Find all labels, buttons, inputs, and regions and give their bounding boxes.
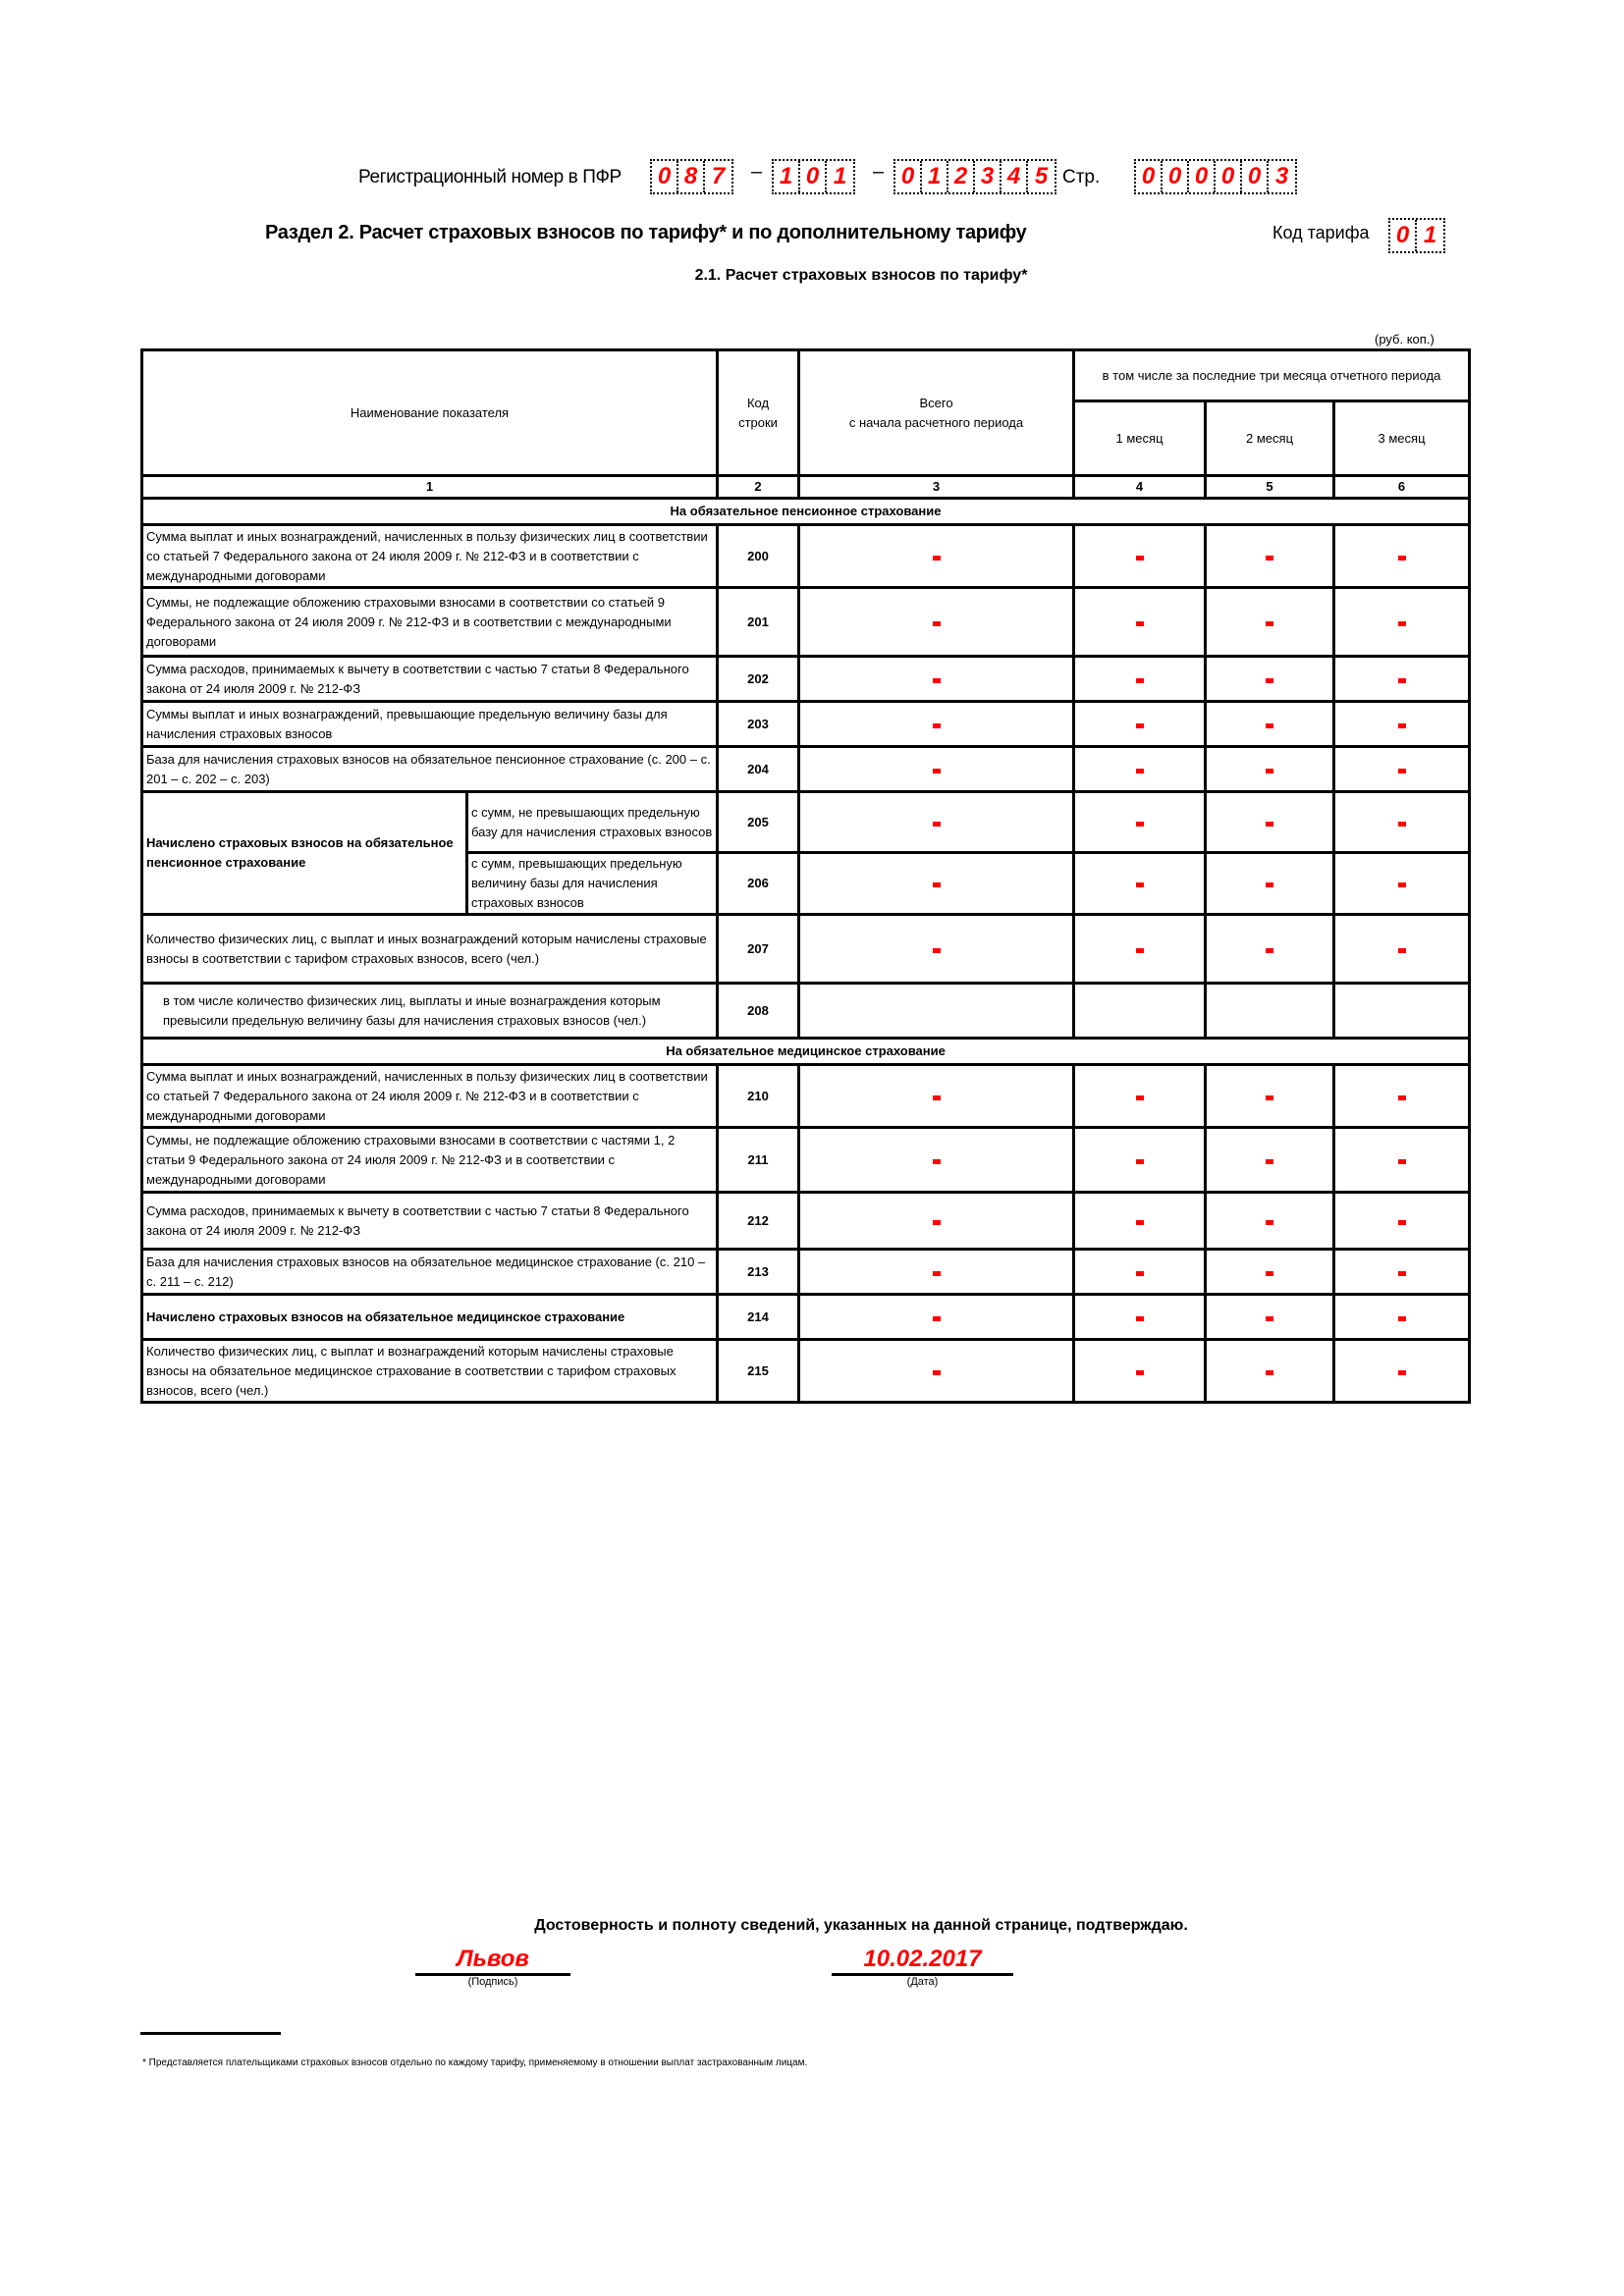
row-name: База для начисления страховых взносов на обязательное медицинское страхование (с. 210 – с. 211 – с. 212) <box>142 1250 718 1295</box>
header-month-3: 3 месяц <box>1334 401 1470 476</box>
row-code: 214 <box>718 1295 799 1340</box>
row-code: 206 <box>718 853 799 915</box>
row-name: Суммы выплат и иных вознаграждений, превышающие предельную величину базы для начисления страховых взносов <box>142 702 718 747</box>
value-cell[interactable] <box>799 853 1074 915</box>
row-code: 202 <box>718 657 799 702</box>
registration-number-label: Регистрационный номер в ПФР <box>358 167 622 187</box>
value-cell[interactable] <box>799 915 1074 984</box>
value-cell[interactable] <box>799 1250 1074 1295</box>
reg-digit: 0 <box>800 161 827 192</box>
value-cell[interactable] <box>1074 702 1206 747</box>
row-name: Сумма выплат и иных вознаграждений, начисленных в пользу физических лиц в соответствии со статьей 7 Федерального закона от 24 июля 2009 г. № 212-ФЗ и в соответствии с международными договорами <box>142 525 718 588</box>
row-code: 215 <box>718 1340 799 1403</box>
empty-value-dash <box>1266 1271 1273 1276</box>
empty-value-dash <box>933 1220 941 1225</box>
value-cell[interactable] <box>1206 1065 1334 1128</box>
page-digit: 0 <box>1189 161 1216 192</box>
reg-digit: 3 <box>975 161 1001 192</box>
row-code: 208 <box>718 984 799 1039</box>
value-cell[interactable] <box>1334 915 1470 984</box>
section-title: Раздел 2. Расчет страховых взносов по тарифу* и по дополнительному тарифу <box>265 222 1027 243</box>
empty-value-dash <box>1398 1316 1406 1321</box>
signature-value: Львов <box>457 1946 529 1972</box>
value-cell[interactable] <box>1334 1065 1470 1128</box>
column-number: 5 <box>1206 476 1334 499</box>
value-cell[interactable] <box>1334 588 1470 657</box>
value-cell[interactable] <box>799 1065 1074 1128</box>
row-name: с сумм, превышающих предельную величину базы для начисления страховых взносов <box>467 853 718 915</box>
tariff-digit: 0 <box>1390 220 1417 251</box>
row-code: 200 <box>718 525 799 588</box>
value-cell[interactable] <box>1074 1295 1206 1340</box>
empty-value-dash <box>1398 621 1406 626</box>
signature-field[interactable] <box>415 1946 570 1988</box>
value-cell[interactable] <box>1334 1250 1470 1295</box>
value-cell[interactable] <box>1206 1128 1334 1193</box>
table-row <box>142 747 1470 792</box>
empty-value-dash <box>1136 1095 1144 1100</box>
empty-value-dash <box>1136 769 1144 774</box>
empty-value-dash <box>933 556 941 561</box>
value-cell[interactable] <box>1074 1340 1206 1403</box>
empty-value-dash <box>1398 882 1406 887</box>
header-indicator-name: Наименование показателя <box>142 350 718 476</box>
empty-value-dash <box>1398 1370 1406 1375</box>
value-cell[interactable] <box>1206 747 1334 792</box>
reg-digit: 1 <box>922 161 948 192</box>
reg-separator: – <box>873 161 885 183</box>
value-cell[interactable] <box>799 747 1074 792</box>
value-cell[interactable] <box>1074 657 1206 702</box>
empty-value-dash <box>1266 769 1273 774</box>
value-cell[interactable] <box>1074 1065 1206 1128</box>
table-row <box>142 1065 1470 1128</box>
table-row <box>142 1340 1470 1403</box>
value-cell[interactable] <box>1074 792 1206 853</box>
empty-value-dash <box>1136 1220 1144 1225</box>
table-row <box>142 702 1470 747</box>
empty-value-dash <box>1136 723 1144 728</box>
empty-value-dash <box>1398 678 1406 683</box>
empty-value-dash <box>1398 822 1406 827</box>
table-row <box>142 1295 1470 1340</box>
empty-value-dash <box>1398 1159 1406 1164</box>
column-number: 4 <box>1074 476 1206 499</box>
value-cell[interactable] <box>1206 702 1334 747</box>
value-cell[interactable] <box>799 657 1074 702</box>
column-number: 6 <box>1334 476 1470 499</box>
table-row <box>142 657 1470 702</box>
row-name: Начислено страховых взносов на обязательное медицинское страхование <box>142 1295 718 1340</box>
row-group-name: Начислено страховых взносов на обязательное пенсионное страхование <box>142 792 467 915</box>
value-cell[interactable] <box>1206 1250 1334 1295</box>
empty-value-dash <box>1136 1271 1144 1276</box>
footnote: * Представляется плательщиками страховых взносов отдельно по каждому тарифу, применяемому в отношении выплат застрахованным лицам. <box>142 2057 808 2068</box>
value-cell[interactable] <box>1334 525 1470 588</box>
value-cell[interactable] <box>1334 1193 1470 1250</box>
row-name: Сумма выплат и иных вознаграждений, начисленных в пользу физических лиц в соответствии со статьей 7 Федерального закона от 24 июля 2009 г. № 212-ФЗ и в соответствии с международными договорами <box>142 1065 718 1128</box>
value-cell[interactable] <box>1206 984 1334 1039</box>
empty-value-dash <box>1136 1159 1144 1164</box>
value-cell[interactable] <box>799 525 1074 588</box>
empty-value-dash <box>933 1271 941 1276</box>
empty-value-dash <box>1266 822 1273 827</box>
value-cell[interactable] <box>1334 792 1470 853</box>
date-caption: (Дата) <box>906 1976 939 1988</box>
empty-value-dash <box>1266 1316 1273 1321</box>
empty-value-dash <box>933 1159 941 1164</box>
reg-digit: 1 <box>774 161 800 192</box>
contributions-table <box>140 348 1471 1404</box>
empty-value-dash <box>933 822 941 827</box>
signature-caption: (Подпись) <box>467 1976 518 1988</box>
empty-value-dash <box>1398 1095 1406 1100</box>
tariff-code[interactable] <box>1388 218 1445 253</box>
row-name: с сумм, не превышающих предельную базу для начисления страховых взносов <box>467 792 718 853</box>
value-cell[interactable] <box>1074 915 1206 984</box>
value-cell[interactable] <box>1334 1295 1470 1340</box>
empty-value-dash <box>1136 621 1144 626</box>
row-name: Количество физических лиц, с выплат и иных вознаграждений которым начислены страховые взносы в соответствии с тарифом страховых взносов, всего (чел.) <box>142 915 718 984</box>
empty-value-dash <box>933 769 941 774</box>
empty-value-dash <box>1266 1370 1273 1375</box>
reg-digit: 5 <box>1034 163 1049 189</box>
empty-value-dash <box>933 723 941 728</box>
empty-value-dash <box>1136 948 1144 953</box>
row-name: Суммы, не подлежащие обложению страховыми взносами в соответствии со статьей 9 Федерального закона от 24 июля 2009 г. № 212-ФЗ и в соответствии с международными договорами <box>142 588 718 657</box>
confirmation-text: Достоверность и полноту сведений, указанных на данной странице, подтверждаю. <box>534 1917 1188 1934</box>
value-cell[interactable] <box>799 1128 1074 1193</box>
row-code: 210 <box>718 1065 799 1128</box>
value-cell[interactable] <box>1206 525 1334 588</box>
value-cell[interactable] <box>1206 915 1334 984</box>
value-cell[interactable] <box>1206 657 1334 702</box>
empty-value-dash <box>1136 822 1144 827</box>
value-cell[interactable] <box>1206 1193 1334 1250</box>
empty-value-dash <box>1266 1159 1273 1164</box>
empty-value-dash <box>1398 1220 1406 1225</box>
empty-value-dash <box>933 1316 941 1321</box>
value-cell[interactable] <box>1074 747 1206 792</box>
value-cell[interactable] <box>799 792 1074 853</box>
value-cell[interactable] <box>1074 1128 1206 1193</box>
table-row <box>142 1250 1470 1295</box>
page-digit: 0 <box>1242 161 1269 192</box>
header-last-three-months: в том числе за последние три месяца отчетного периода <box>1074 350 1470 401</box>
table-row <box>142 792 1470 853</box>
empty-value-dash <box>933 621 941 626</box>
value-cell[interactable] <box>1074 1193 1206 1250</box>
value-cell[interactable] <box>1206 1340 1334 1403</box>
row-name: Сумма расходов, принимаемых к вычету в соответствии с частью 7 статьи 8 Федерального закона от 24 июля 2009 г. № 212-ФЗ <box>142 657 718 702</box>
value-cell[interactable] <box>1206 1295 1334 1340</box>
empty-value-dash <box>933 1370 941 1375</box>
table-row <box>142 588 1470 657</box>
row-code: 212 <box>718 1193 799 1250</box>
row-name: Количество физических лиц, с выплат и вознаграждений которым начислены страховые взносы на обязательное медицинское страхование в соответствии с тарифом страховых взносов, всего (чел.) <box>142 1340 718 1403</box>
row-code: 203 <box>718 702 799 747</box>
empty-value-dash <box>933 678 941 683</box>
value-cell[interactable] <box>1074 525 1206 588</box>
empty-value-dash <box>1266 621 1273 626</box>
page-digit: 0 <box>1216 161 1242 192</box>
value-cell[interactable] <box>1074 588 1206 657</box>
value-cell[interactable] <box>1074 1250 1206 1295</box>
value-cell[interactable] <box>1074 984 1206 1039</box>
row-name: Суммы, не подлежащие обложению страховыми взносами в соответствии с частями 1, 2 статьи 9 Федерального закона от 24 июля 2009 г. № 212-ФЗ и в соответствии с международными договорами <box>142 1128 718 1193</box>
reg-digit: 1 <box>833 163 847 189</box>
value-cell[interactable] <box>1206 853 1334 915</box>
empty-value-dash <box>1398 769 1406 774</box>
empty-value-dash <box>933 882 941 887</box>
reg-digit: 7 <box>711 163 726 189</box>
section-pension-insurance: На обязательное пенсионное страхование <box>142 499 1470 525</box>
date-field[interactable] <box>832 1946 1013 1988</box>
empty-value-dash <box>1136 1370 1144 1375</box>
header-month-1: 1 месяц <box>1074 401 1206 476</box>
page-digit: 0 <box>1163 161 1189 192</box>
row-code: 201 <box>718 588 799 657</box>
reg-separator: – <box>751 161 763 183</box>
date-value: 10.02.2017 <box>863 1946 982 1972</box>
value-cell[interactable] <box>1074 853 1206 915</box>
empty-value-dash <box>1136 882 1144 887</box>
table-row <box>142 1128 1470 1193</box>
row-code: 205 <box>718 792 799 853</box>
empty-value-dash <box>1398 723 1406 728</box>
value-cell[interactable] <box>799 1193 1074 1250</box>
empty-value-dash <box>933 1095 941 1100</box>
reg-number-part1[interactable] <box>650 159 733 194</box>
empty-value-dash <box>1136 556 1144 561</box>
value-cell[interactable] <box>1334 1128 1470 1193</box>
empty-value-dash <box>1266 723 1273 728</box>
row-name: в том числе количество физических лиц, выплаты и иные вознаграждения которым превысили предельную величину базы для начисления страховых взносов (чел.) <box>142 984 718 1039</box>
page-digit: 3 <box>1274 163 1289 189</box>
column-number: 2 <box>718 476 799 499</box>
row-name: Сумма расходов, принимаемых к вычету в соответствии с частью 7 статьи 8 Федерального закона от 24 июля 2009 г. № 212-ФЗ <box>142 1193 718 1250</box>
empty-value-dash <box>1398 556 1406 561</box>
header-total: Всего с начала расчетного периода <box>799 350 1074 476</box>
value-cell[interactable] <box>1206 792 1334 853</box>
tariff-digit: 1 <box>1423 222 1437 248</box>
page-number[interactable] <box>1134 159 1297 194</box>
empty-value-dash <box>1266 948 1273 953</box>
column-number: 3 <box>799 476 1074 499</box>
empty-value-dash <box>1136 678 1144 683</box>
reg-digit: 2 <box>948 161 975 192</box>
table-row <box>142 915 1470 984</box>
table-row <box>142 984 1470 1039</box>
empty-value-dash <box>1266 882 1273 887</box>
reg-digit: 8 <box>678 161 705 192</box>
empty-value-dash <box>1136 1316 1144 1321</box>
empty-value-dash <box>933 948 941 953</box>
value-cell[interactable] <box>799 1340 1074 1403</box>
empty-value-dash <box>1266 556 1273 561</box>
column-number: 1 <box>142 476 718 499</box>
table-row <box>142 1193 1470 1250</box>
header-line-code: Код строки <box>718 350 799 476</box>
empty-value-dash <box>1398 948 1406 953</box>
empty-value-dash <box>1266 678 1273 683</box>
empty-value-dash <box>1266 1095 1273 1100</box>
unit-label: (руб. коп.) <box>1375 332 1435 347</box>
value-cell[interactable] <box>799 984 1074 1039</box>
column-numbers-row <box>142 476 1470 499</box>
value-cell[interactable] <box>1334 853 1470 915</box>
value-cell[interactable] <box>799 1295 1074 1340</box>
reg-number-part3[interactable] <box>893 159 1056 194</box>
value-cell[interactable] <box>1334 1340 1470 1403</box>
row-name: База для начисления страховых взносов на обязательное пенсионное страхование (с. 200 – с. 201 – с. 202 – с. 203) <box>142 747 718 792</box>
row-code: 211 <box>718 1128 799 1193</box>
row-code: 207 <box>718 915 799 984</box>
value-cell[interactable] <box>1334 747 1470 792</box>
reg-digit: 0 <box>895 161 922 192</box>
empty-value-dash <box>1266 1220 1273 1225</box>
section-medical-insurance: На обязательное медицинское страхование <box>142 1039 1470 1065</box>
table-row <box>142 525 1470 588</box>
row-code: 204 <box>718 747 799 792</box>
value-cell[interactable] <box>1206 588 1334 657</box>
reg-number-part2[interactable] <box>772 159 855 194</box>
subsection-title: 2.1. Расчет страховых взносов по тарифу* <box>694 267 1028 284</box>
value-cell[interactable] <box>1334 984 1470 1039</box>
tariff-code-label: Код тарифа <box>1272 223 1370 242</box>
reg-digit: 0 <box>652 161 678 192</box>
footnote-rule <box>140 2032 281 2035</box>
row-code: 213 <box>718 1250 799 1295</box>
value-cell[interactable] <box>799 588 1074 657</box>
value-cell[interactable] <box>799 702 1074 747</box>
reg-digit: 4 <box>1001 161 1028 192</box>
header-month-2: 2 месяц <box>1206 401 1334 476</box>
page-label: Стр. <box>1062 167 1101 187</box>
value-cell[interactable] <box>1334 702 1470 747</box>
value-cell[interactable] <box>1334 657 1470 702</box>
empty-value-dash <box>1398 1271 1406 1276</box>
page-digit: 0 <box>1136 161 1163 192</box>
